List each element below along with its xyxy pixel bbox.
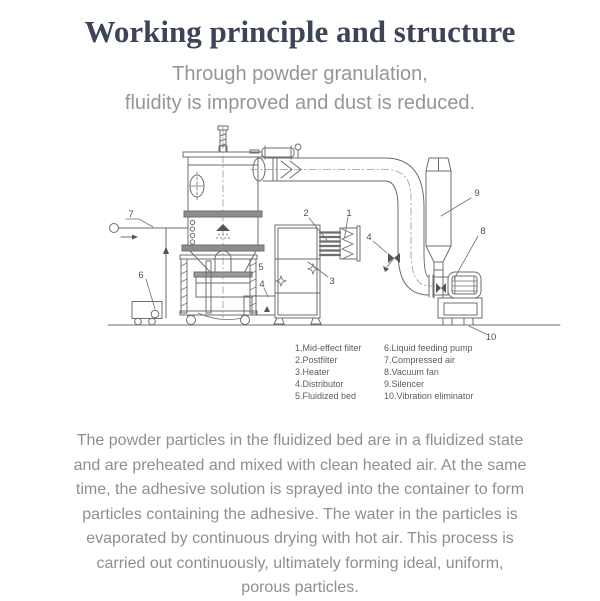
legend-item: 3.Heater [295,367,330,377]
callout-6: 6 [138,270,144,281]
compressed-air-line [110,219,189,318]
callout-4a: 4 [259,279,265,290]
legend-item: 8.Vacuum fan [384,367,439,377]
liquid-feeding-pump [132,279,162,325]
exhaust-pipe [250,144,433,297]
callout-9: 9 [474,188,480,199]
legend-item: 9.Silencer [384,379,425,389]
vibration-eliminator-base [438,298,486,334]
description-line: carried out continuously, ultimately forming ideal, uniform, [96,554,504,572]
trolley [180,255,257,325]
subtitle [0,60,600,118]
legend-item: 5.Fluidized bed [295,391,357,401]
silencer [426,158,471,270]
subtitle-line-1: Through powder granulation, [172,63,428,85]
callout-10: 10 [485,332,497,343]
callout-5: 5 [258,262,264,273]
callout-4b: 4 [366,232,372,243]
description-line: evaporated by continuous drying with hot air. This process is [86,530,514,547]
legend-item: 1.Mid-effect filter [295,343,362,353]
legend-item: 7.Compressed air [384,355,456,365]
legend-item: 4.Distributor [295,379,344,389]
subtitle-line-2: fluidity is improved and dust is reduced. [124,92,476,114]
legend-column-1 [295,342,377,402]
legend-item: 2.Postfilter [295,355,338,365]
legend-column-2 [384,342,473,402]
description-text [50,429,550,601]
page-title: Working principle and structure [84,14,516,49]
callout-8: 8 [480,226,486,237]
description-line: porous particles. [241,579,359,596]
callout-7: 7 [128,209,134,220]
description-line: particles containing the adhesive. The water in the particles is [82,505,518,523]
description-line: The powder particles in the fluidized bed are in a fluidized state [76,432,524,449]
callout-2: 2 [303,208,309,219]
callout-1: 1 [346,208,352,219]
legend-item: 6.Liquid feeding pump [384,343,473,353]
description-line: time, the adhesive solution is sprayed into the container to form [75,481,525,498]
valve-icon [383,253,400,272]
legend-item: 10.Vibration eliminator [384,391,474,401]
diagram-legend [295,342,585,402]
description-line: and are preheated and mixed with clean heated air. At the same [73,456,527,474]
fluidized-bed-vessel [180,126,264,325]
callout-3: 3 [329,276,335,287]
machine-diagram [0,120,600,365]
heater [274,225,328,324]
fluid-bed-granulator-schematic [0,120,600,365]
vacuum-fan [433,236,481,298]
